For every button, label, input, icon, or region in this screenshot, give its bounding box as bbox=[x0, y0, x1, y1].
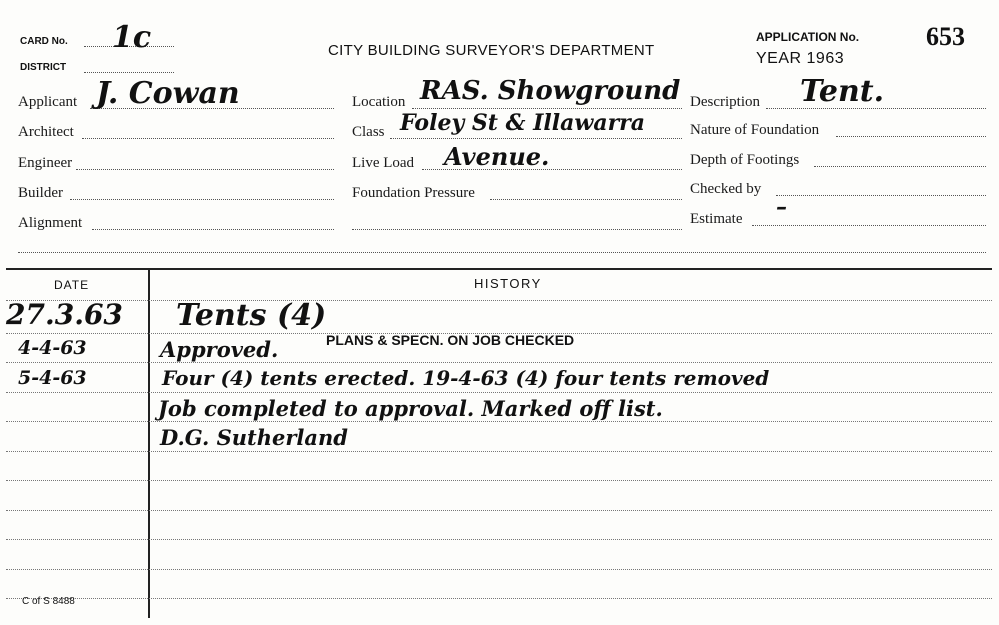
estimate-value: – bbox=[776, 194, 787, 220]
live-load-value: Avenue. bbox=[444, 142, 550, 171]
estimate-label: Estimate bbox=[690, 211, 743, 227]
year-label: YEAR 1963 bbox=[756, 50, 845, 67]
applicant-value: J. Cowan bbox=[96, 76, 240, 111]
engineer-label: Engineer bbox=[18, 155, 73, 171]
builder-label: Builder bbox=[18, 185, 63, 201]
date-column-divider bbox=[148, 268, 150, 618]
history-date: 5-4-63 bbox=[18, 367, 87, 389]
form-code: C of S 8488 bbox=[22, 596, 75, 607]
foundation-pressure-label: Foundation Pressure bbox=[352, 185, 475, 201]
location-value: RAS. Showground bbox=[420, 76, 681, 106]
class-value: Foley St & Illawarra bbox=[400, 110, 646, 136]
department-title: CITY BUILDING SURVEYOR'S DEPARTMENT bbox=[328, 42, 655, 59]
location-label: Location bbox=[352, 94, 406, 110]
date-column-header: DATE bbox=[54, 278, 90, 292]
live-load-label: Live Load bbox=[352, 155, 415, 171]
description-value: Tent. bbox=[800, 74, 885, 109]
class-label: Class bbox=[352, 124, 385, 140]
history-text: D.G. Sutherland bbox=[160, 425, 348, 450]
approval-stamp: PLANS & SPECN. ON JOB CHECKED bbox=[326, 332, 575, 348]
application-number: 653 bbox=[926, 22, 965, 51]
card-no-label: CARD No. bbox=[20, 36, 68, 47]
checked-by-label: Checked by bbox=[690, 181, 762, 197]
history-text: Approved. bbox=[160, 337, 279, 362]
depth-of-footings-label: Depth of Footings bbox=[690, 152, 800, 168]
alignment-label: Alignment bbox=[18, 215, 83, 231]
history-date: 4-4-63 bbox=[18, 337, 87, 359]
history-text: Four (4) tents erected. 19-4-63 (4) four tents removed bbox=[162, 366, 770, 390]
history-text: Tents (4) bbox=[176, 298, 327, 333]
applicant-label: Applicant bbox=[18, 94, 78, 110]
history-date: 27.3.63 bbox=[6, 298, 123, 331]
card-no-value: 1c bbox=[112, 20, 152, 55]
section-divider bbox=[6, 268, 992, 270]
application-label: APPLICATION No. bbox=[756, 30, 860, 44]
history-text: Job completed to approval. Marked off list. bbox=[158, 396, 663, 421]
architect-label: Architect bbox=[18, 124, 74, 140]
history-column-header: HISTORY bbox=[474, 276, 542, 291]
description-label: Description bbox=[690, 94, 760, 110]
nature-of-foundation-label: Nature of Foundation bbox=[690, 122, 820, 138]
district-label: DISTRICT bbox=[20, 62, 67, 73]
